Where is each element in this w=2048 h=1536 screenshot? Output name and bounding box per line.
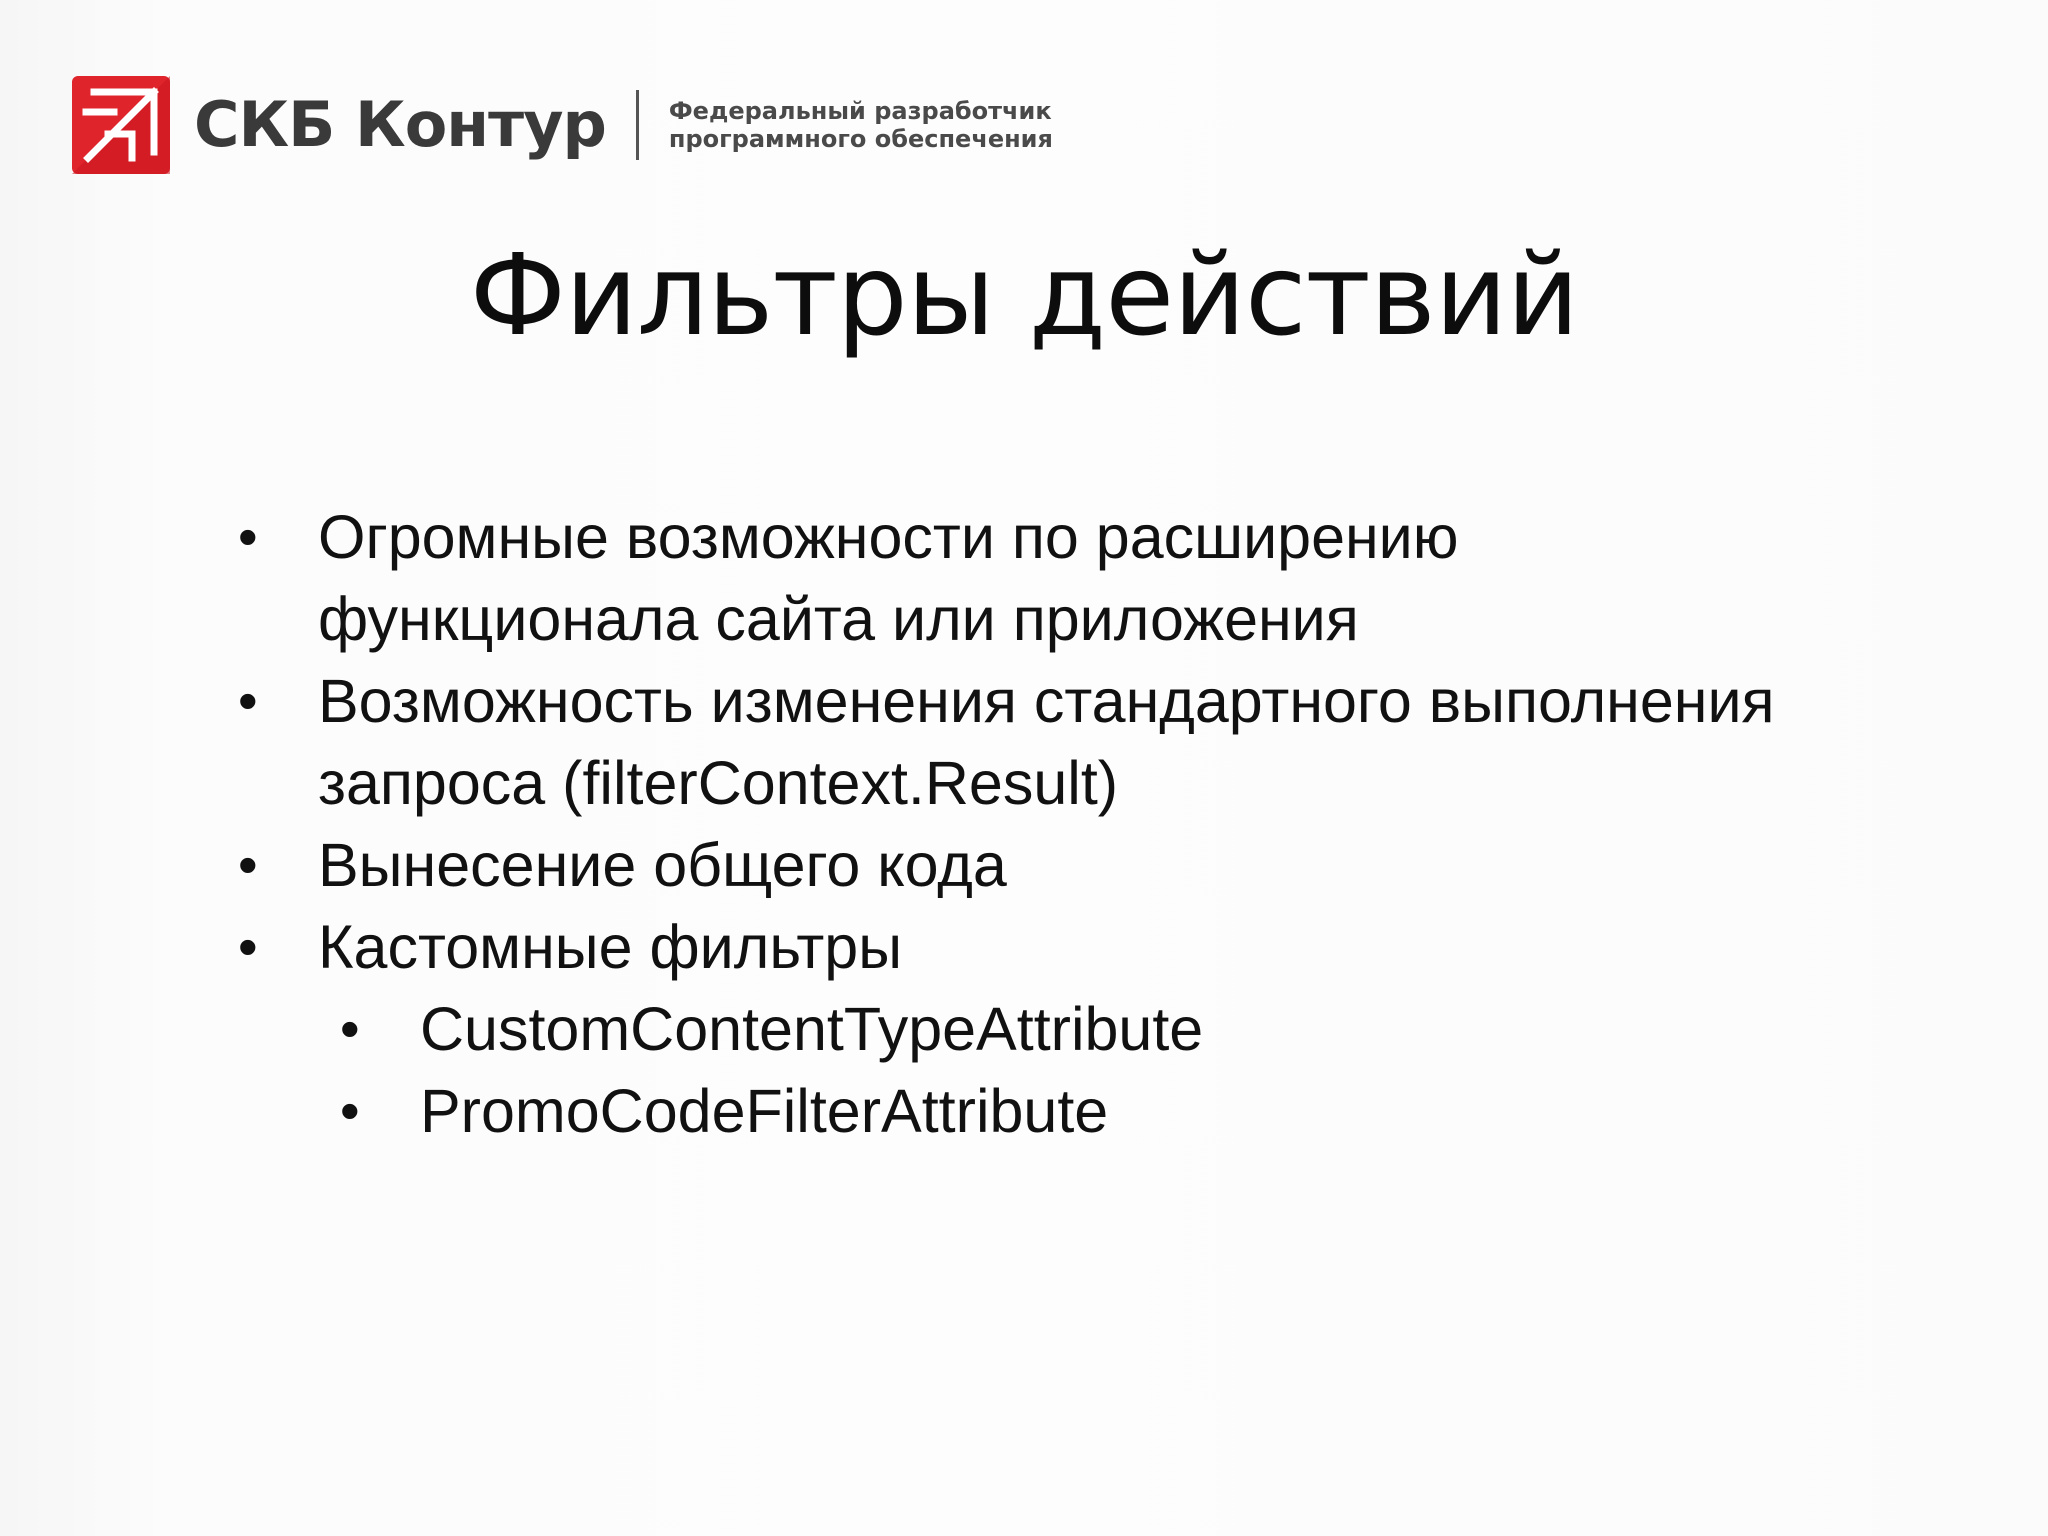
bullet-dot: • [340,997,360,1060]
logo-tagline-line-2: программного обеспечения [668,125,1053,153]
bullet-item [236,660,1956,824]
sub-bullet-text: CustomContentTypeAttribute [420,995,1204,1063]
bullet-text-line: Кастомные фильтры [318,913,903,981]
bullet-text-line: функционала сайта или приложения [318,585,1359,653]
logo-name: СКБ Контур [194,88,606,161]
bullet-item [236,906,1956,988]
sub-bullet-text: PromoCodeFilterAttribute [420,1077,1109,1145]
logo-divider [636,90,639,160]
logo-tagline-line-1: Федеральный разработчик [668,97,1052,125]
bullet-dot: • [238,505,258,568]
bullet-item [236,496,1956,660]
company-logo [72,76,1053,174]
bullet-item [236,824,1956,906]
slide-title: Фильтры действий [469,231,1579,361]
logo-tagline [669,97,1053,153]
kontur-logo-icon [72,76,170,174]
sub-bullet-item [338,1070,1956,1152]
bullet-text-line: Вынесение общего кода [318,831,1007,899]
bullet-list [236,496,1956,1152]
bullet-dot: • [238,833,258,896]
bullet-dot: • [238,915,258,978]
bullet-dot: • [238,669,258,732]
bullet-dot: • [340,1079,360,1142]
bullet-text-line: Возможность изменения стандартного выполнения [318,667,1775,735]
bullet-text-line: запроса (filterContext.Result) [318,749,1119,817]
bullet-text-line: Огромные возможности по расширению [318,503,1459,571]
sub-bullet-item [338,988,1956,1070]
